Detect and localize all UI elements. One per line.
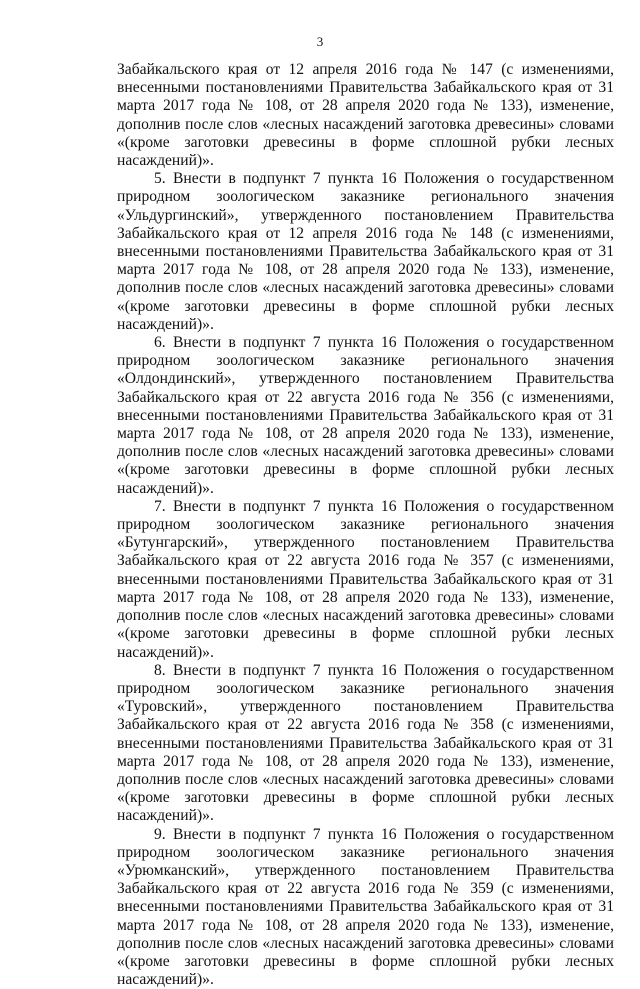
paragraph-item-6: 6. Внести в подпункт 7 пункта 16 Положения о государственном природном зоологическом заказнике регионального значения «Олдондинский», утвержденного постановлением Правительства Забайкальского края от 22 августа 2016 года № 356 (с изменениями, внесенными постановлениями Правительства Забайкальского края от 31 марта 2017 года № 108, от 28 апреля 2020 года № 133), изменение, дополнив после слов «лесных насаждений заготовка древесины» словами «(кроме заготовки древесины в форме сплошной рубки лесных насаждений)». (117, 334, 614, 497)
page-number: 3 (316, 34, 324, 49)
paragraph-item-5: 5. Внести в подпункт 7 пункта 16 Положения о государственном природном зоологическом заказнике регионального значения «Ульдургинский», утвержденного постановлением Правительства Забайкальского края от 12 апреля 2016 года № 148 (с изменениями, внесенными постановлениями Правительства Забайкальского края от 31 марта 2017 года № 108, от 28 апреля 2020 года № 133), изменение, дополнив после слов «лесных насаждений заготовка древесины» словами «(кроме заготовки древесины в форме сплошной рубки лесных насаждений)». (117, 170, 614, 333)
paragraph-continuation: Забайкальского края от 12 апреля 2016 года № 147 (с изменениями, внесенными постановлениями Правительства Забайкальского края от 31 марта 2017 года № 108, от 28 апреля 2020 года № 133), изменение, дополнив после слов «лесных насаждений заготовка древесины» словами «(кроме заготовки древесины в форме сплошной рубки лесных насаждений)». (117, 61, 614, 170)
document-body (117, 61, 614, 989)
paragraph-item-9: 9. Внести в подпункт 7 пункта 16 Положения о государственном природном зоологическом заказнике регионального значения «Урюмканский», утвержденного постановлением Правительства Забайкальского края от 22 августа 2016 года № 359 (с изменениями, внесенными постановлениями Правительства Забайкальского края от 31 марта 2017 года № 108, от 28 апреля 2020 года № 133), изменение, дополнив после слов «лесных насаждений заготовка древесины» словами «(кроме заготовки древесины в форме сплошной рубки лесных насаждений)». (117, 825, 614, 989)
paragraph-item-7: 7. Внести в подпункт 7 пункта 16 Положения о государственном природном зоологическом заказнике регионального значения «Бутунгарский», утвержденного постановлением Правительства Забайкальского края от 22 августа 2016 года № 357 (с изменениями, внесенными постановлениями Правительства Забайкальского края от 31 марта 2017 года № 108, от 28 апреля 2020 года № 133), изменение, дополнив после слов «лесных насаждений заготовка древесины» словами «(кроме заготовки древесины в форме сплошной рубки лесных насаждений)». (117, 497, 614, 661)
paragraph-item-8: 8. Внести в подпункт 7 пункта 16 Положения о государственном природном зоологическом заказнике регионального значения «Туровский», утвержденного постановлением Правительства Забайкальского края от 22 августа 2016 года № 358 (с изменениями, внесенными постановлениями Правительства Забайкальского края от 31 марта 2017 года № 108, от 28 апреля 2020 года № 133), изменение, дополнив после слов «лесных насаждений заготовка древесины» словами «(кроме заготовки древесины в форме сплошной рубки лесных насаждений)». (117, 661, 614, 825)
